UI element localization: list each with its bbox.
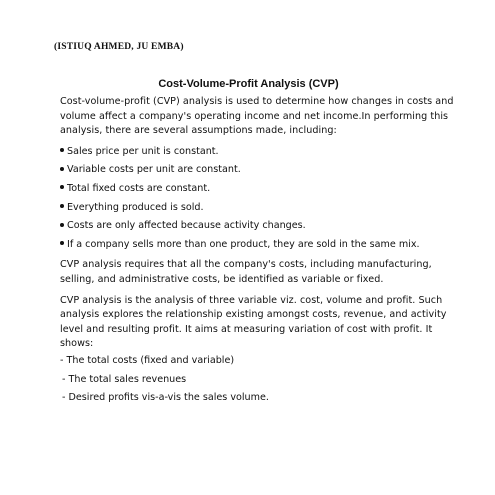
shows-item: - Desired profits vis-a-vis the sales volume. [62,392,269,404]
bullet-icon [60,223,64,227]
bullet-icon [60,185,64,189]
intro-paragraph: Cost-volume-profit (CVP) analysis is used to determine how changes in costs and volume affect a company's operating income and net income.In performing this analysis, there are several assumptions made, including: [60,96,454,137]
assumption-text: Variable costs per unit are constant. [67,164,241,176]
assumption-text: Costs are only affected because activity changes. [67,220,306,232]
bullet-icon [60,241,64,245]
bullet-icon [60,148,64,152]
assumption-item [60,201,455,216]
cvp-definition-paragraph: CVP analysis is the analysis of three variable viz. cost, volume and profit. Such analysis explores the relationship existing amongst costs, revenue, and activity level and resulting profit. It aims at measuring variation of cost with profit. It shows: [60,294,447,350]
assumption-text: Sales price per unit is constant. [67,145,219,157]
assumption-text: Total fixed costs are constant. [67,182,211,194]
assumption-text: Everything produced is sold. [67,201,204,213]
bullet-icon [60,204,64,208]
shows-item: - The total costs (fixed and variable) [60,354,235,366]
assumption-text: If a company sells more than one product, they are sold in the same mix. [67,238,420,250]
author-line: (ISTIUQ AHMED, JU EMBA) [54,42,184,52]
assumption-item [60,238,455,253]
assumption-item [60,163,455,178]
assumption-item [60,219,455,234]
assumption-item [60,145,455,160]
cvp-requirements-paragraph: CVP analysis requires that all the company's costs, including manufacturing, selling, and administrative costs, be identified as variable or fixed. [60,259,432,285]
document-title: Cost-Volume-Profit Analysis (CVP) [158,78,339,90]
bullet-icon [60,167,64,171]
shows-item: - The total sales revenues [62,373,187,385]
assumption-item [60,182,455,197]
